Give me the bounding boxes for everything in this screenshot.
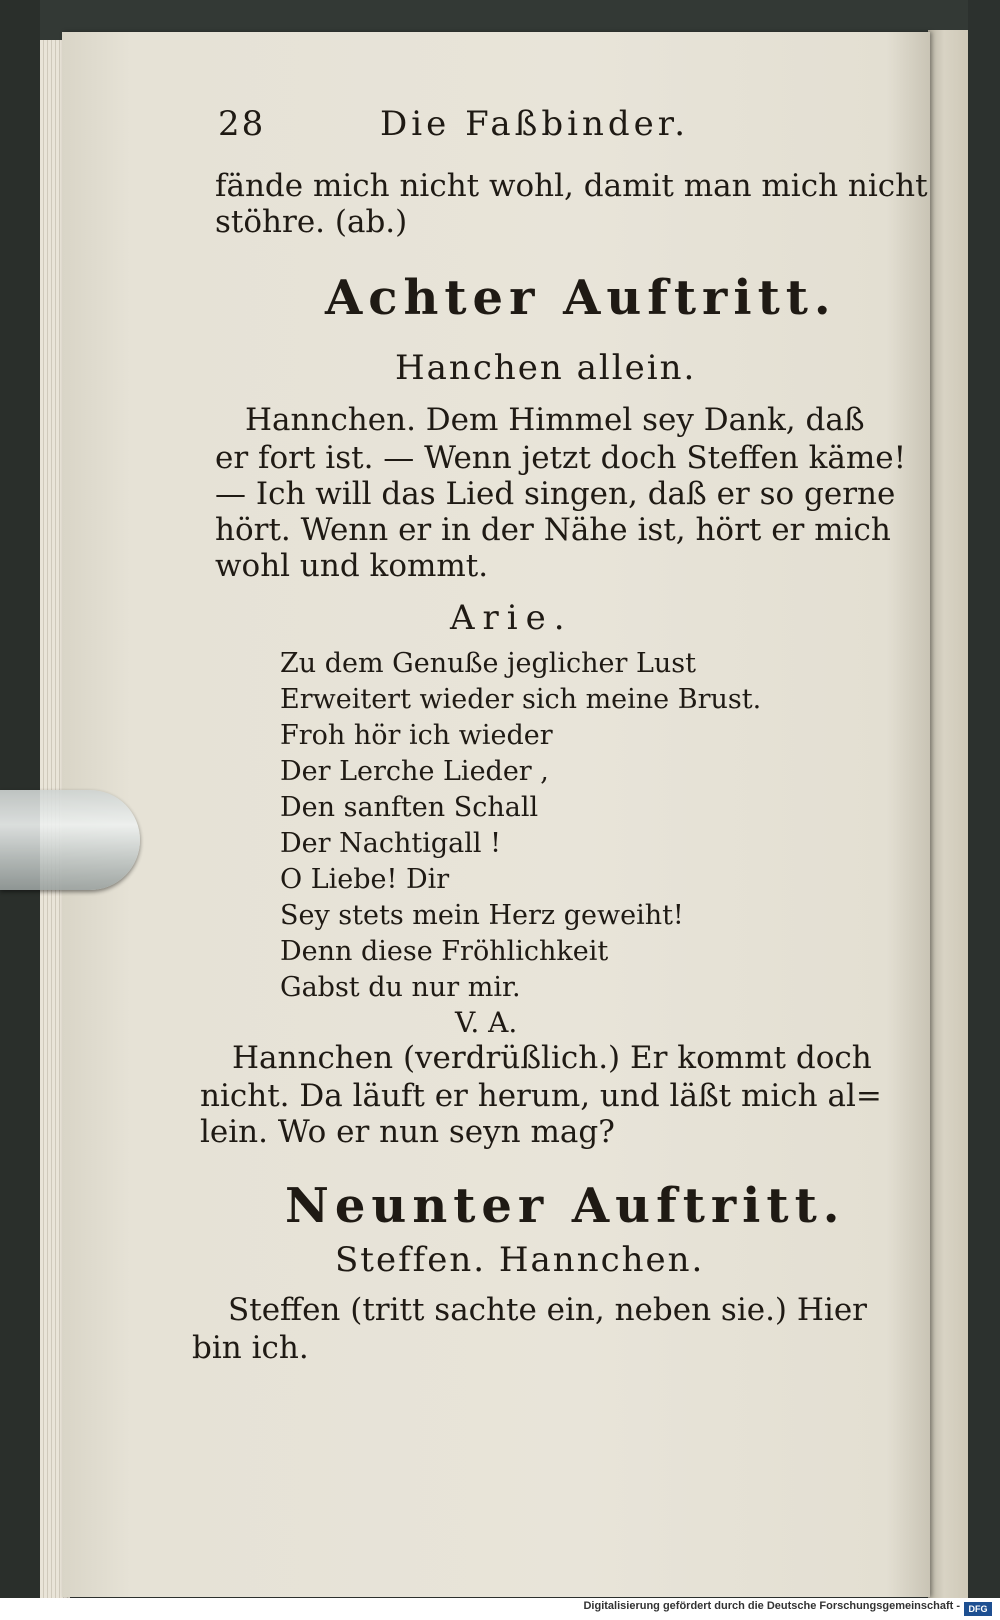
aria-line-6: Der Nachtigall !	[280, 828, 501, 859]
aria-line-2: Erweitert wieder sich meine Brust.	[280, 684, 762, 715]
scene-8-speech-line-1: Hannchen. Dem Himmel sey Dank, daß	[245, 402, 865, 438]
running-title: Die Faßbinder.	[380, 104, 690, 144]
dfg-logo: DFG	[964, 1602, 992, 1616]
scene-9-cast: Steffen. Hannchen.	[335, 1240, 705, 1280]
intro-line-1: fände mich nicht wohl, damit man mich nicht	[215, 168, 928, 204]
after-aria-line-3: lein. Wo er nun seyn mag?	[200, 1114, 615, 1150]
aria-line-5: Den sanften Schall	[280, 792, 539, 823]
scene-9-heading: Neunter Auftritt.	[285, 1178, 846, 1234]
aria-title: Arie.	[450, 598, 573, 638]
scene-8-cast: Hanchen allein.	[395, 348, 697, 388]
scene-8-heading: Achter Auftritt.	[325, 270, 837, 326]
aria-line-8: Sey stets mein Herz geweiht!	[280, 900, 684, 931]
scene-9-speech-line-2: bin ich.	[192, 1330, 309, 1366]
aria-line-1: Zu dem Genuße jeglicher Lust	[280, 648, 697, 679]
scene-8-speech-line-2: er fort ist. — Wenn jetzt doch Steffen käme!	[215, 440, 907, 476]
scene-8-speech-line-5: wohl und kommt.	[215, 548, 489, 584]
aria-line-7: O Liebe! Dir	[280, 864, 450, 895]
aria-line-9: Denn diese Fröhlichkeit	[280, 936, 609, 967]
after-aria-line-1: Hannchen (verdrüßlich.) Er kommt doch	[232, 1040, 872, 1076]
page-clip	[0, 790, 140, 890]
facing-page-edge	[928, 30, 968, 1598]
scene-8-speech-line-4: hört. Wenn er in der Nähe ist, hört er mich	[215, 512, 891, 548]
aria-line-10: Gabst du nur mir.	[280, 972, 521, 1003]
aria-end-mark: V. A.	[455, 1006, 518, 1039]
page-number: 28	[218, 104, 266, 144]
aria-line-4: Der Lerche Lieder ,	[280, 756, 549, 787]
scene-9-speech-line-1: Steffen (tritt sachte ein, neben sie.) Hier	[228, 1292, 867, 1328]
scan-right-margin	[968, 0, 1000, 1600]
digitization-credit: Digitalisierung gefördert durch die Deutsche Forschungsgemeinschaft -	[583, 1600, 960, 1612]
after-aria-line-2: nicht. Da läuft er herum, und läßt mich al=	[200, 1078, 882, 1114]
scene-8-speech-line-3: — Ich will das Lied singen, daß er so gerne	[215, 476, 896, 512]
aria-line-3: Froh hör ich wieder	[280, 720, 553, 751]
intro-line-2: stöhre. (ab.)	[215, 204, 408, 240]
